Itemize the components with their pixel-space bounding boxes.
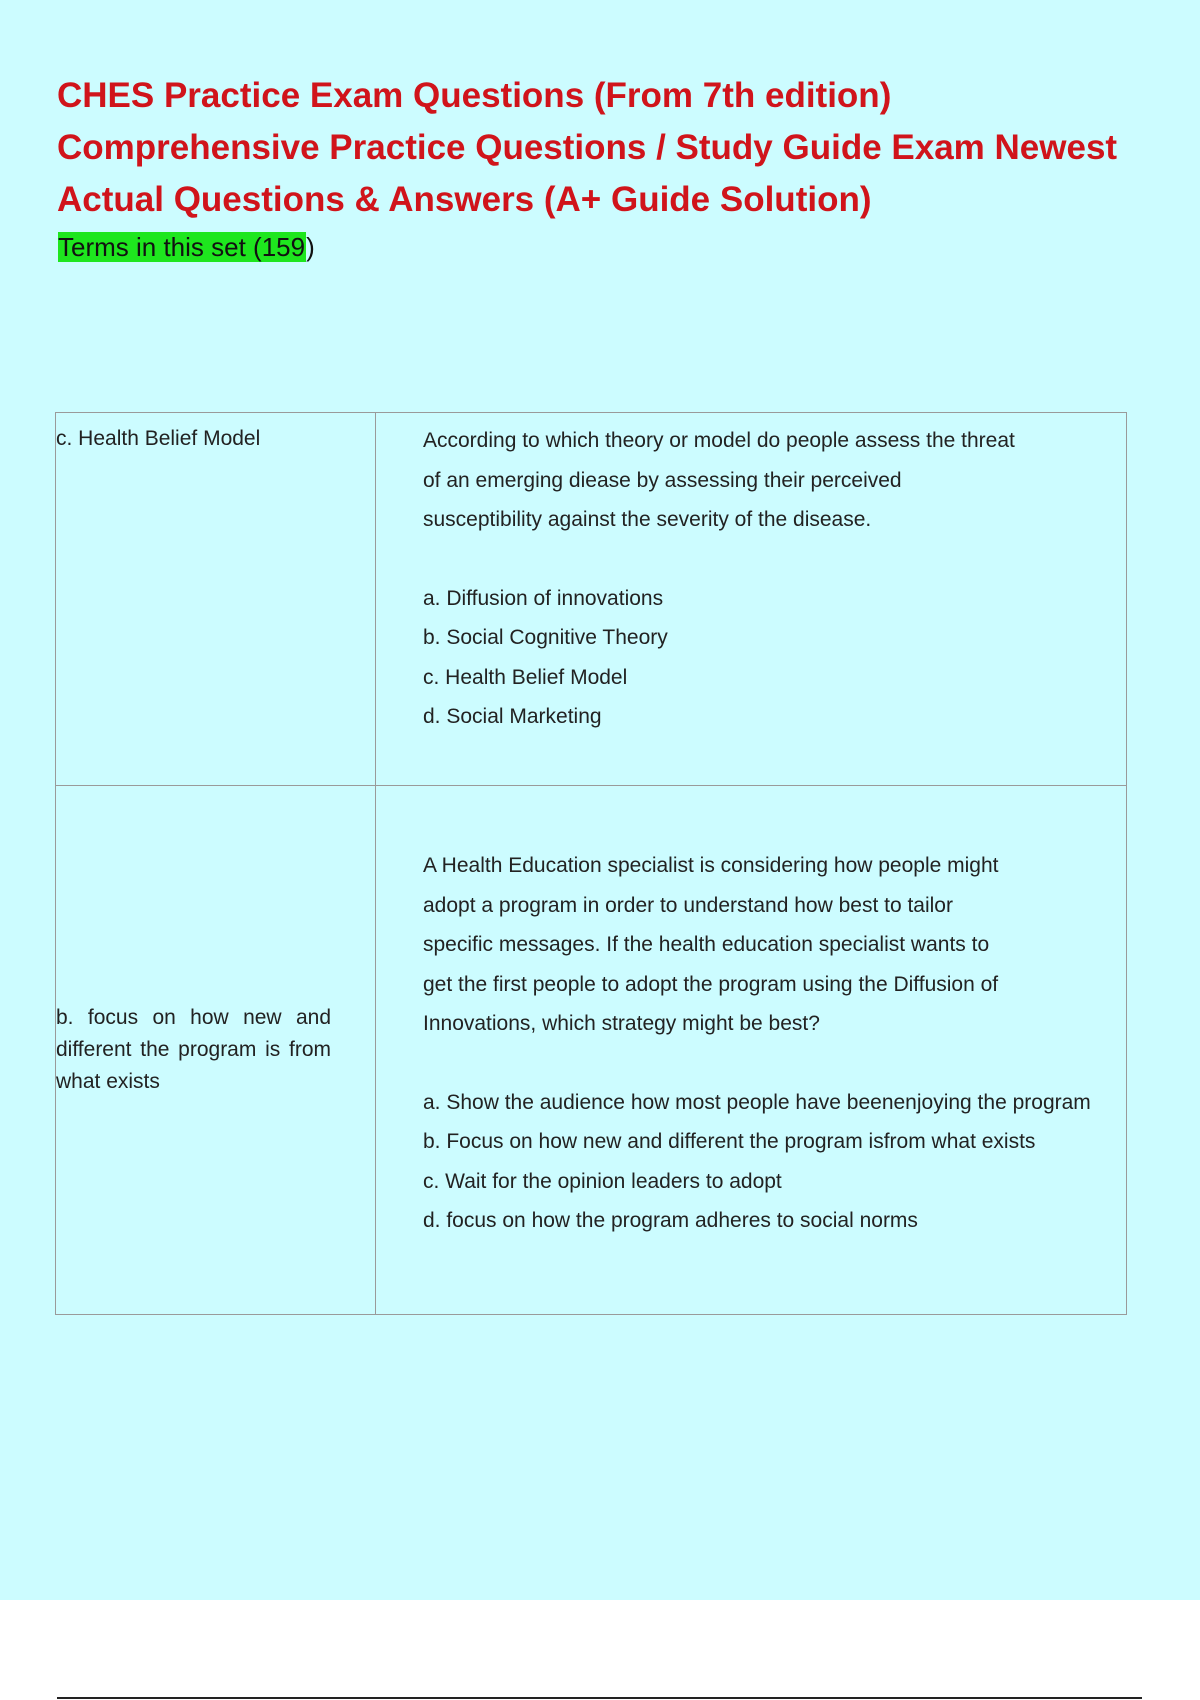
answer-text: c. Health Belief Model: [56, 427, 261, 450]
question-cell: [376, 786, 1126, 1314]
option-c: c. Health Belief Model: [423, 665, 628, 689]
option-c: c. Wait for the opinion leaders to adopt: [423, 1169, 782, 1193]
option-a: a. Show the audience how most people have beenenjoying the program: [423, 1090, 1091, 1114]
answer-cell: [56, 413, 376, 785]
flashcard-table: [55, 412, 1127, 1315]
footer-divider: [57, 1697, 1142, 1699]
option-d: d. Social Marketing: [423, 705, 602, 728]
flashcard-row: [56, 785, 1126, 1314]
flashcard-row: [56, 413, 1126, 785]
answer-options: [423, 1083, 1096, 1241]
terms-count: [58, 229, 315, 265]
answer-text: b. focus on how new and different the program is from what exists: [56, 1006, 331, 1093]
question-text: According to which theory or model do people assess the threat of an emerging diease by assessing their perceived susceptibility against the severity of the disease.: [423, 429, 1015, 531]
answer-cell: [56, 786, 376, 1314]
option-a: a. Diffusion of innovations: [423, 586, 664, 610]
terms-count-close: ): [306, 232, 315, 262]
terms-count-highlight: Terms in this set (159: [58, 232, 306, 262]
question-text: A Health Education specialist is considering how people might adopt a program in order to understand how best to tailor specific messages. If the health education specialist wants to get the first people to adopt the program using the Diffusion of Innovations, which strategy might be best?: [423, 854, 999, 1035]
document-title: CHES Practice Exam Questions (From 7th edition) Comprehensive Practice Questions / Study Guide Exam Newest Actual Questions & Answers (A+ Guide Solution): [57, 76, 1118, 219]
option-b: b. Focus on how new and different the program isfrom what exists: [423, 1130, 1036, 1153]
answer-options: [423, 579, 1096, 737]
option-b: b. Social Cognitive Theory: [423, 626, 668, 649]
question-cell: [376, 413, 1126, 785]
option-d: d. focus on how the program adheres to social norms: [423, 1209, 918, 1232]
